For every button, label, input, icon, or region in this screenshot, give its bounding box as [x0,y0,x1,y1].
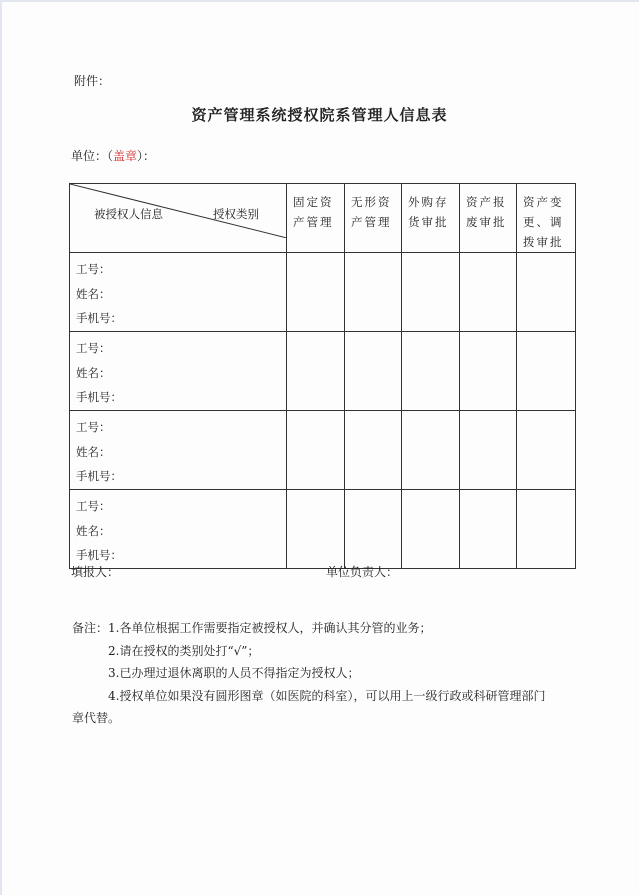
checkbox-cell[interactable] [287,253,345,332]
checkbox-cell[interactable] [402,490,460,569]
checkbox-cell[interactable] [345,490,402,569]
scan-edge-top [0,0,639,2]
checkbox-cell[interactable] [517,490,576,569]
name-label: 姓名： [76,444,111,459]
checkbox-cell[interactable] [402,332,460,411]
job-number-label: 工号： [76,499,111,513]
phone-label: 手机号： [76,390,122,404]
diagonal-header-cell [70,184,287,253]
checkbox-cell[interactable] [287,490,345,569]
attachment-label: 附件： [74,74,111,88]
checkbox-cell[interactable] [460,253,517,332]
notes-section [72,617,582,730]
column-header: 资产报废审批 [460,184,517,253]
checkbox-cell[interactable] [517,253,576,332]
name-label: 姓名： [76,523,111,538]
note-item: 4.授权单位如果没有圆形图章（如医院的科室），可以用上一级行政或科研管理部门 [108,688,546,703]
checkbox-cell[interactable] [460,332,517,411]
name-label: 姓名： [76,286,111,301]
note-item: 1.各单位根据工作需要指定被授权人，并确认其分管的业务； [108,621,432,635]
checkbox-cell[interactable] [345,332,402,411]
phone-label: 手机号： [76,548,122,562]
checkbox-cell[interactable] [460,411,517,490]
column-header: 固定资产管理 [287,184,345,253]
scan-edge-left [0,0,2,895]
unit-head-label: 单位负责人： [326,565,399,579]
note-continuation: 章代替。 [72,711,121,725]
column-header: 外购存货审批 [402,184,460,253]
checkbox-cell[interactable] [287,332,345,411]
checkbox-cell[interactable] [460,490,517,569]
note-item: 3.已办理过退休离职的人员不得指定为授权人； [108,666,360,680]
diagonal-right-label: 授权类别 [213,207,259,221]
phone-label: 手机号： [76,311,122,325]
table-row [70,411,576,490]
page-title: 资产管理系统授权院系管理人信息表 [191,106,448,124]
unit-label: 单位：（ [71,149,114,163]
job-number-label: 工号： [76,262,111,276]
note-item: 2.请在授权的类别处打“√”； [108,643,260,658]
checkbox-cell[interactable] [345,411,402,490]
checkbox-cell[interactable] [517,332,576,411]
checkbox-cell[interactable] [402,253,460,332]
diagonal-left-label: 被授权人信息 [94,207,163,221]
authorization-table [69,183,576,569]
person-info-cell [70,411,287,490]
table-row [70,490,576,569]
filler-label: 填报人： [71,565,120,579]
person-info-cell [70,253,287,332]
checkbox-cell[interactable] [287,411,345,490]
checkbox-cell[interactable] [402,411,460,490]
table-header-row [70,184,576,253]
person-info-cell [70,490,287,569]
checkbox-cell[interactable] [517,411,576,490]
table-row [70,253,576,332]
column-header: 资产变更、调拨审批 [517,184,576,253]
unit-suffix: ）： [137,149,156,163]
column-header: 无形资产管理 [345,184,402,253]
name-label: 姓名： [76,365,111,380]
unit-line [71,147,155,164]
person-info-cell [70,332,287,411]
job-number-label: 工号： [76,420,111,434]
job-number-label: 工号： [76,341,111,355]
phone-label: 手机号： [76,469,122,483]
seal-note: 盖章 [113,149,138,163]
table-row [70,332,576,411]
checkbox-cell[interactable] [345,253,402,332]
notes-prefix: 备注： [72,621,109,635]
